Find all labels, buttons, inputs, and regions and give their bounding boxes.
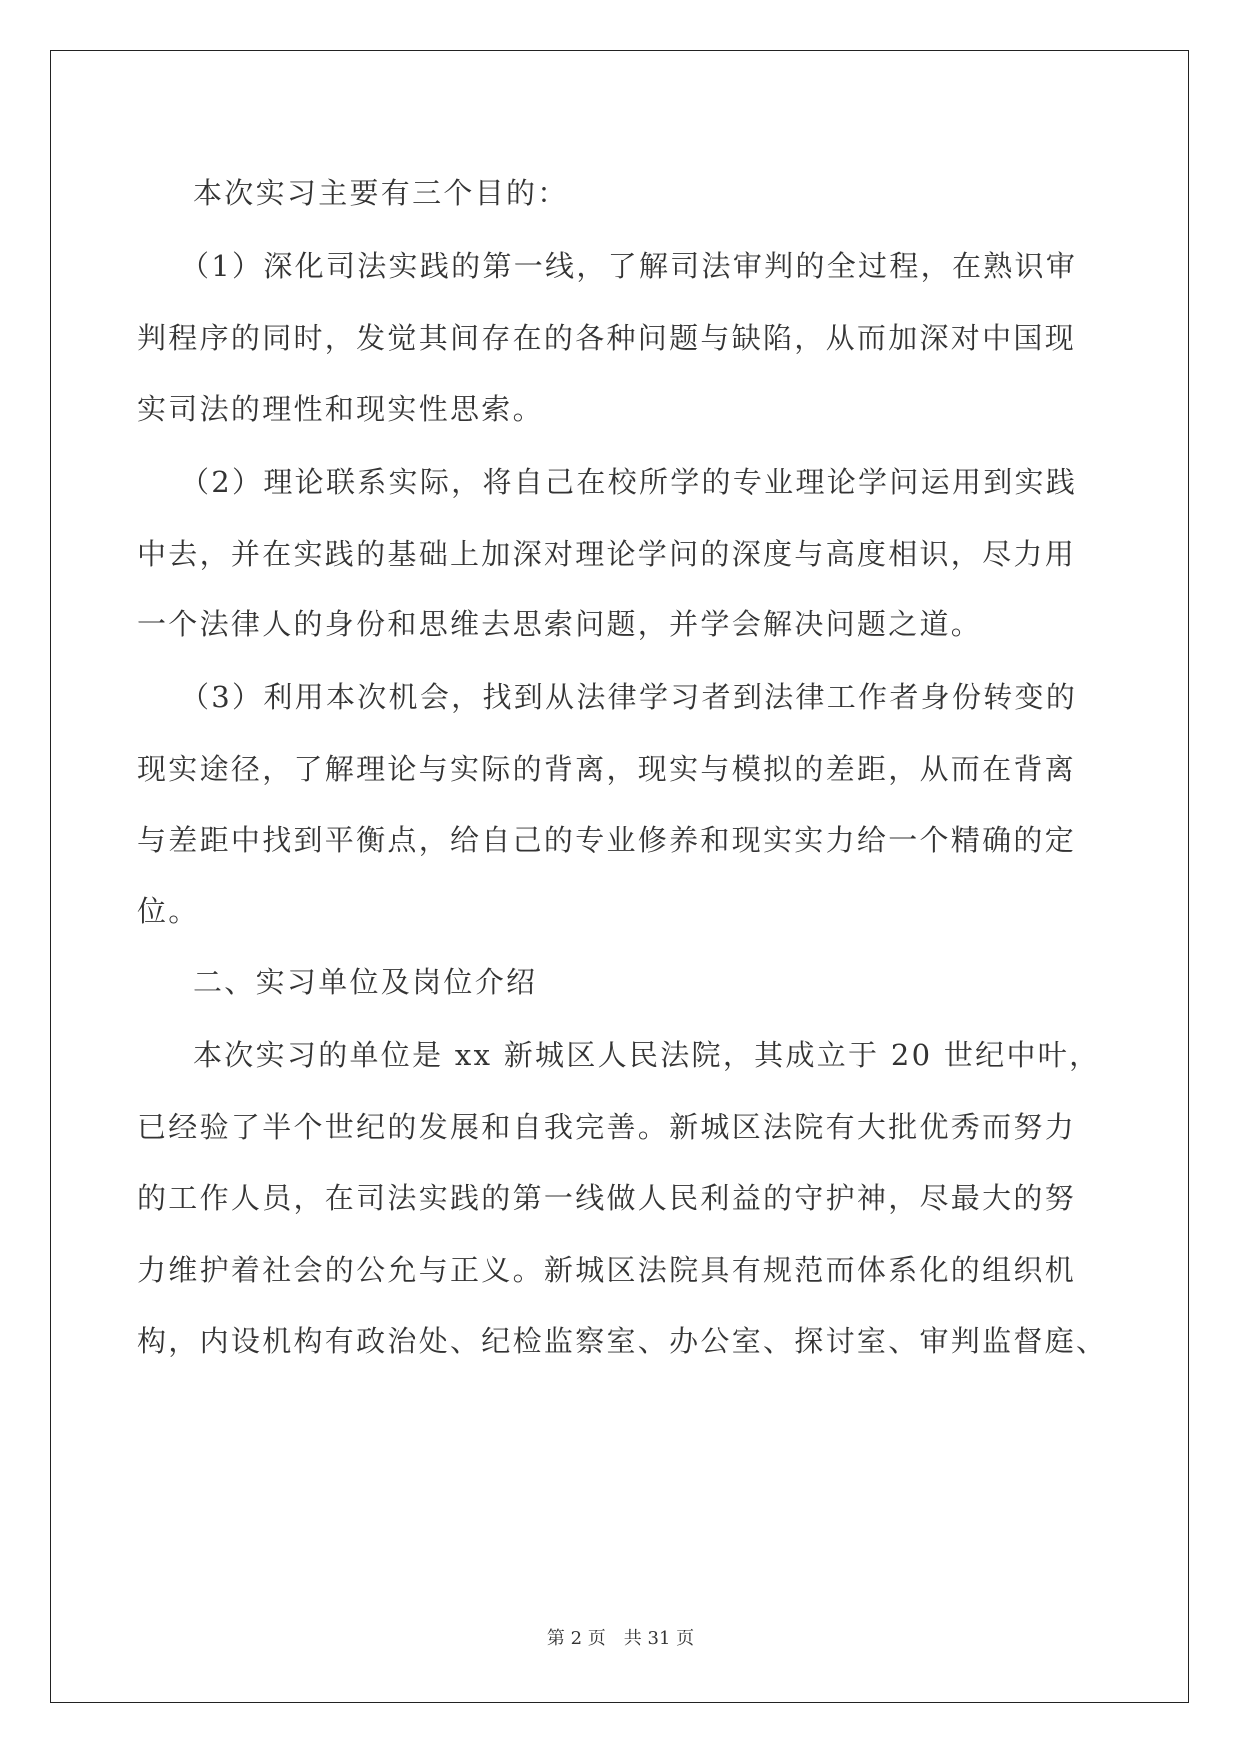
text-line: 位。	[137, 894, 200, 928]
text-line: 本次实习主要有三个目的：	[193, 176, 569, 210]
text-line: 现实途径，了解理论与实际的背离，现实与模拟的差距，从而在背离	[137, 752, 1077, 786]
text-line: 判程序的同时，发觉其间存在的各种问题与缺陷，从而加深对中国现	[137, 321, 1077, 355]
text-line: 一个法律人的身份和思维去思索问题，并学会解决问题之道。	[137, 607, 983, 641]
section-heading: 二、实习单位及岗位介绍	[193, 965, 538, 999]
text-line: 与差距中找到平衡点，给自己的专业修养和现实实力给一个精确的定	[137, 823, 1077, 857]
text-line: 本次实习的单位是 xx 新城区人民法院，其成立于 20 世纪中叶，	[193, 1038, 1101, 1072]
text-line: 中去，并在实践的基础上加深对理论学问的深度与高度相识，尽力用	[137, 537, 1077, 571]
text-line: 力维护着社会的公允与正义。新城区法院具有规范而体系化的组织机	[137, 1253, 1077, 1287]
text-line: 实司法的理性和现实性思索。	[137, 392, 544, 426]
text-line: 构，内设机构有政治处、纪检监察室、办公室、探讨室、审判监督庭、	[137, 1324, 1108, 1358]
text-line: （2）理论联系实际，将自己在校所学的专业理论学问运用到实践	[180, 465, 1078, 499]
page-footer: 第 2 页 共 31 页	[546, 1628, 695, 1649]
text-line: （1）深化司法实践的第一线，了解司法审判的全过程，在熟识审	[180, 249, 1078, 283]
page-border	[50, 50, 1189, 1703]
text-line: 已经验了半个世纪的发展和自我完善。新城区法院有大批优秀而努力	[137, 1110, 1077, 1144]
text-line: 的工作人员，在司法实践的第一线做人民利益的守护神，尽最大的努	[137, 1181, 1077, 1215]
text-line: （3）利用本次机会，找到从法律学习者到法律工作者身份转变的	[180, 680, 1078, 714]
